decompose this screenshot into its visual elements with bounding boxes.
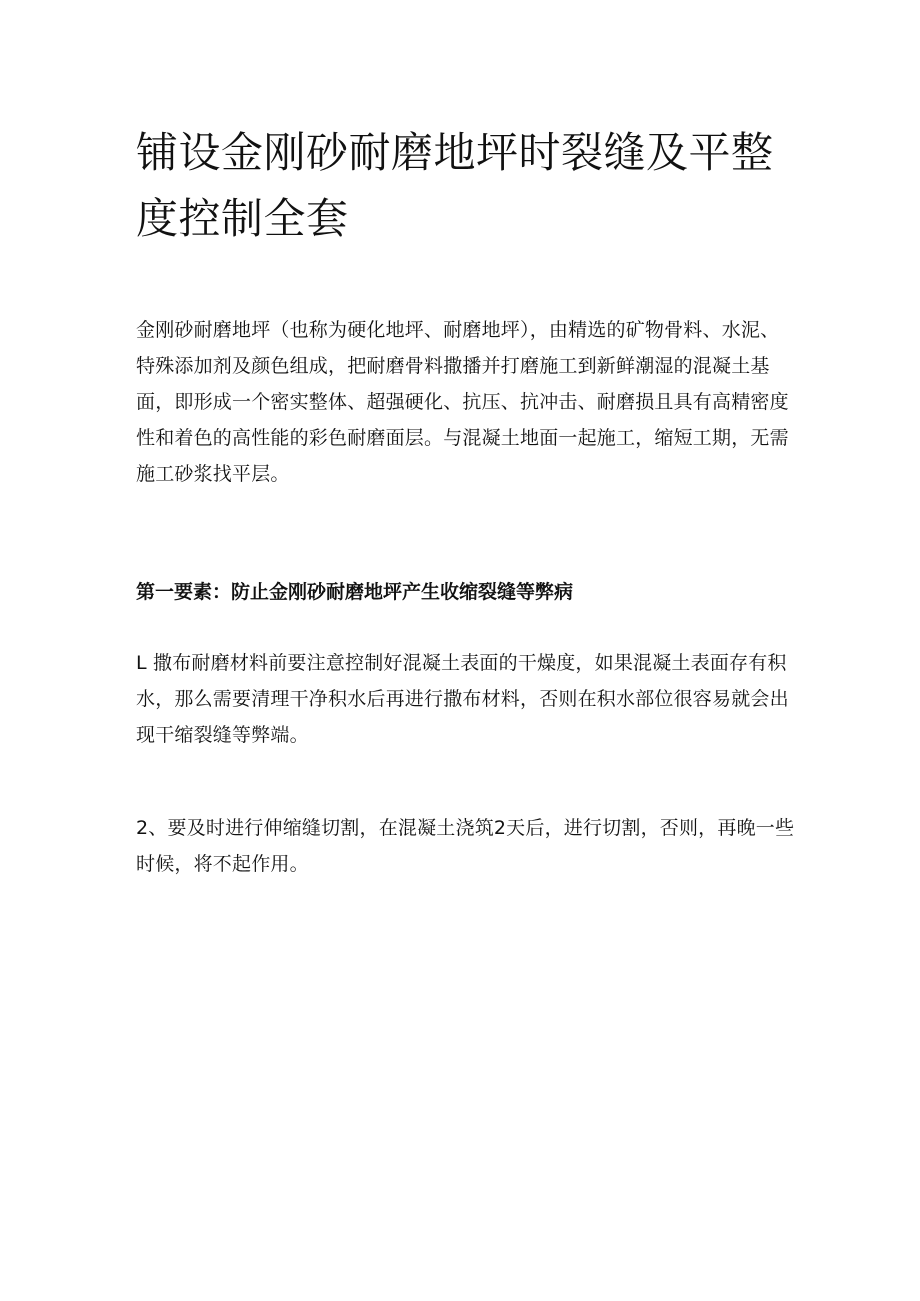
list-item-2: 2、要及时进行伸缩缝切割，在混凝土浇筑2天后，进行切割，否则，再晚一些时候，将不起作用。 <box>136 817 795 875</box>
list-item-1: L 撒布耐磨材料前要注意控制好混凝土表面的干燥度，如果混凝土表面存有积水，那么需要清理干净积水后再进行撒布材料，否则在积水部位很容易就会出现干缩裂缝等弊端。 <box>136 652 789 746</box>
document-title: 铺设金刚砂耐磨地坪时裂缝及平整度控制全套 <box>136 128 774 243</box>
section-heading: 第一要素：防止金刚砂耐磨地坪产生收缩裂缝等弊病 <box>136 581 574 603</box>
intro-paragraph: 金刚砂耐磨地坪（也称为硬化地坪、耐磨地坪），由精选的矿物骨料、水泥、特殊添加剂及颜色组成，把耐磨骨料撒播并打磨施工到新鲜潮湿的混凝土基面，即形成一个密实整体、超强硬化、抗压、抗冲击、耐磨损且具有高精密度性和着色的高性能的彩色耐磨面层。与混凝土地面一起施工，缩短工期，无需施工砂浆找平层。 <box>136 319 789 485</box>
